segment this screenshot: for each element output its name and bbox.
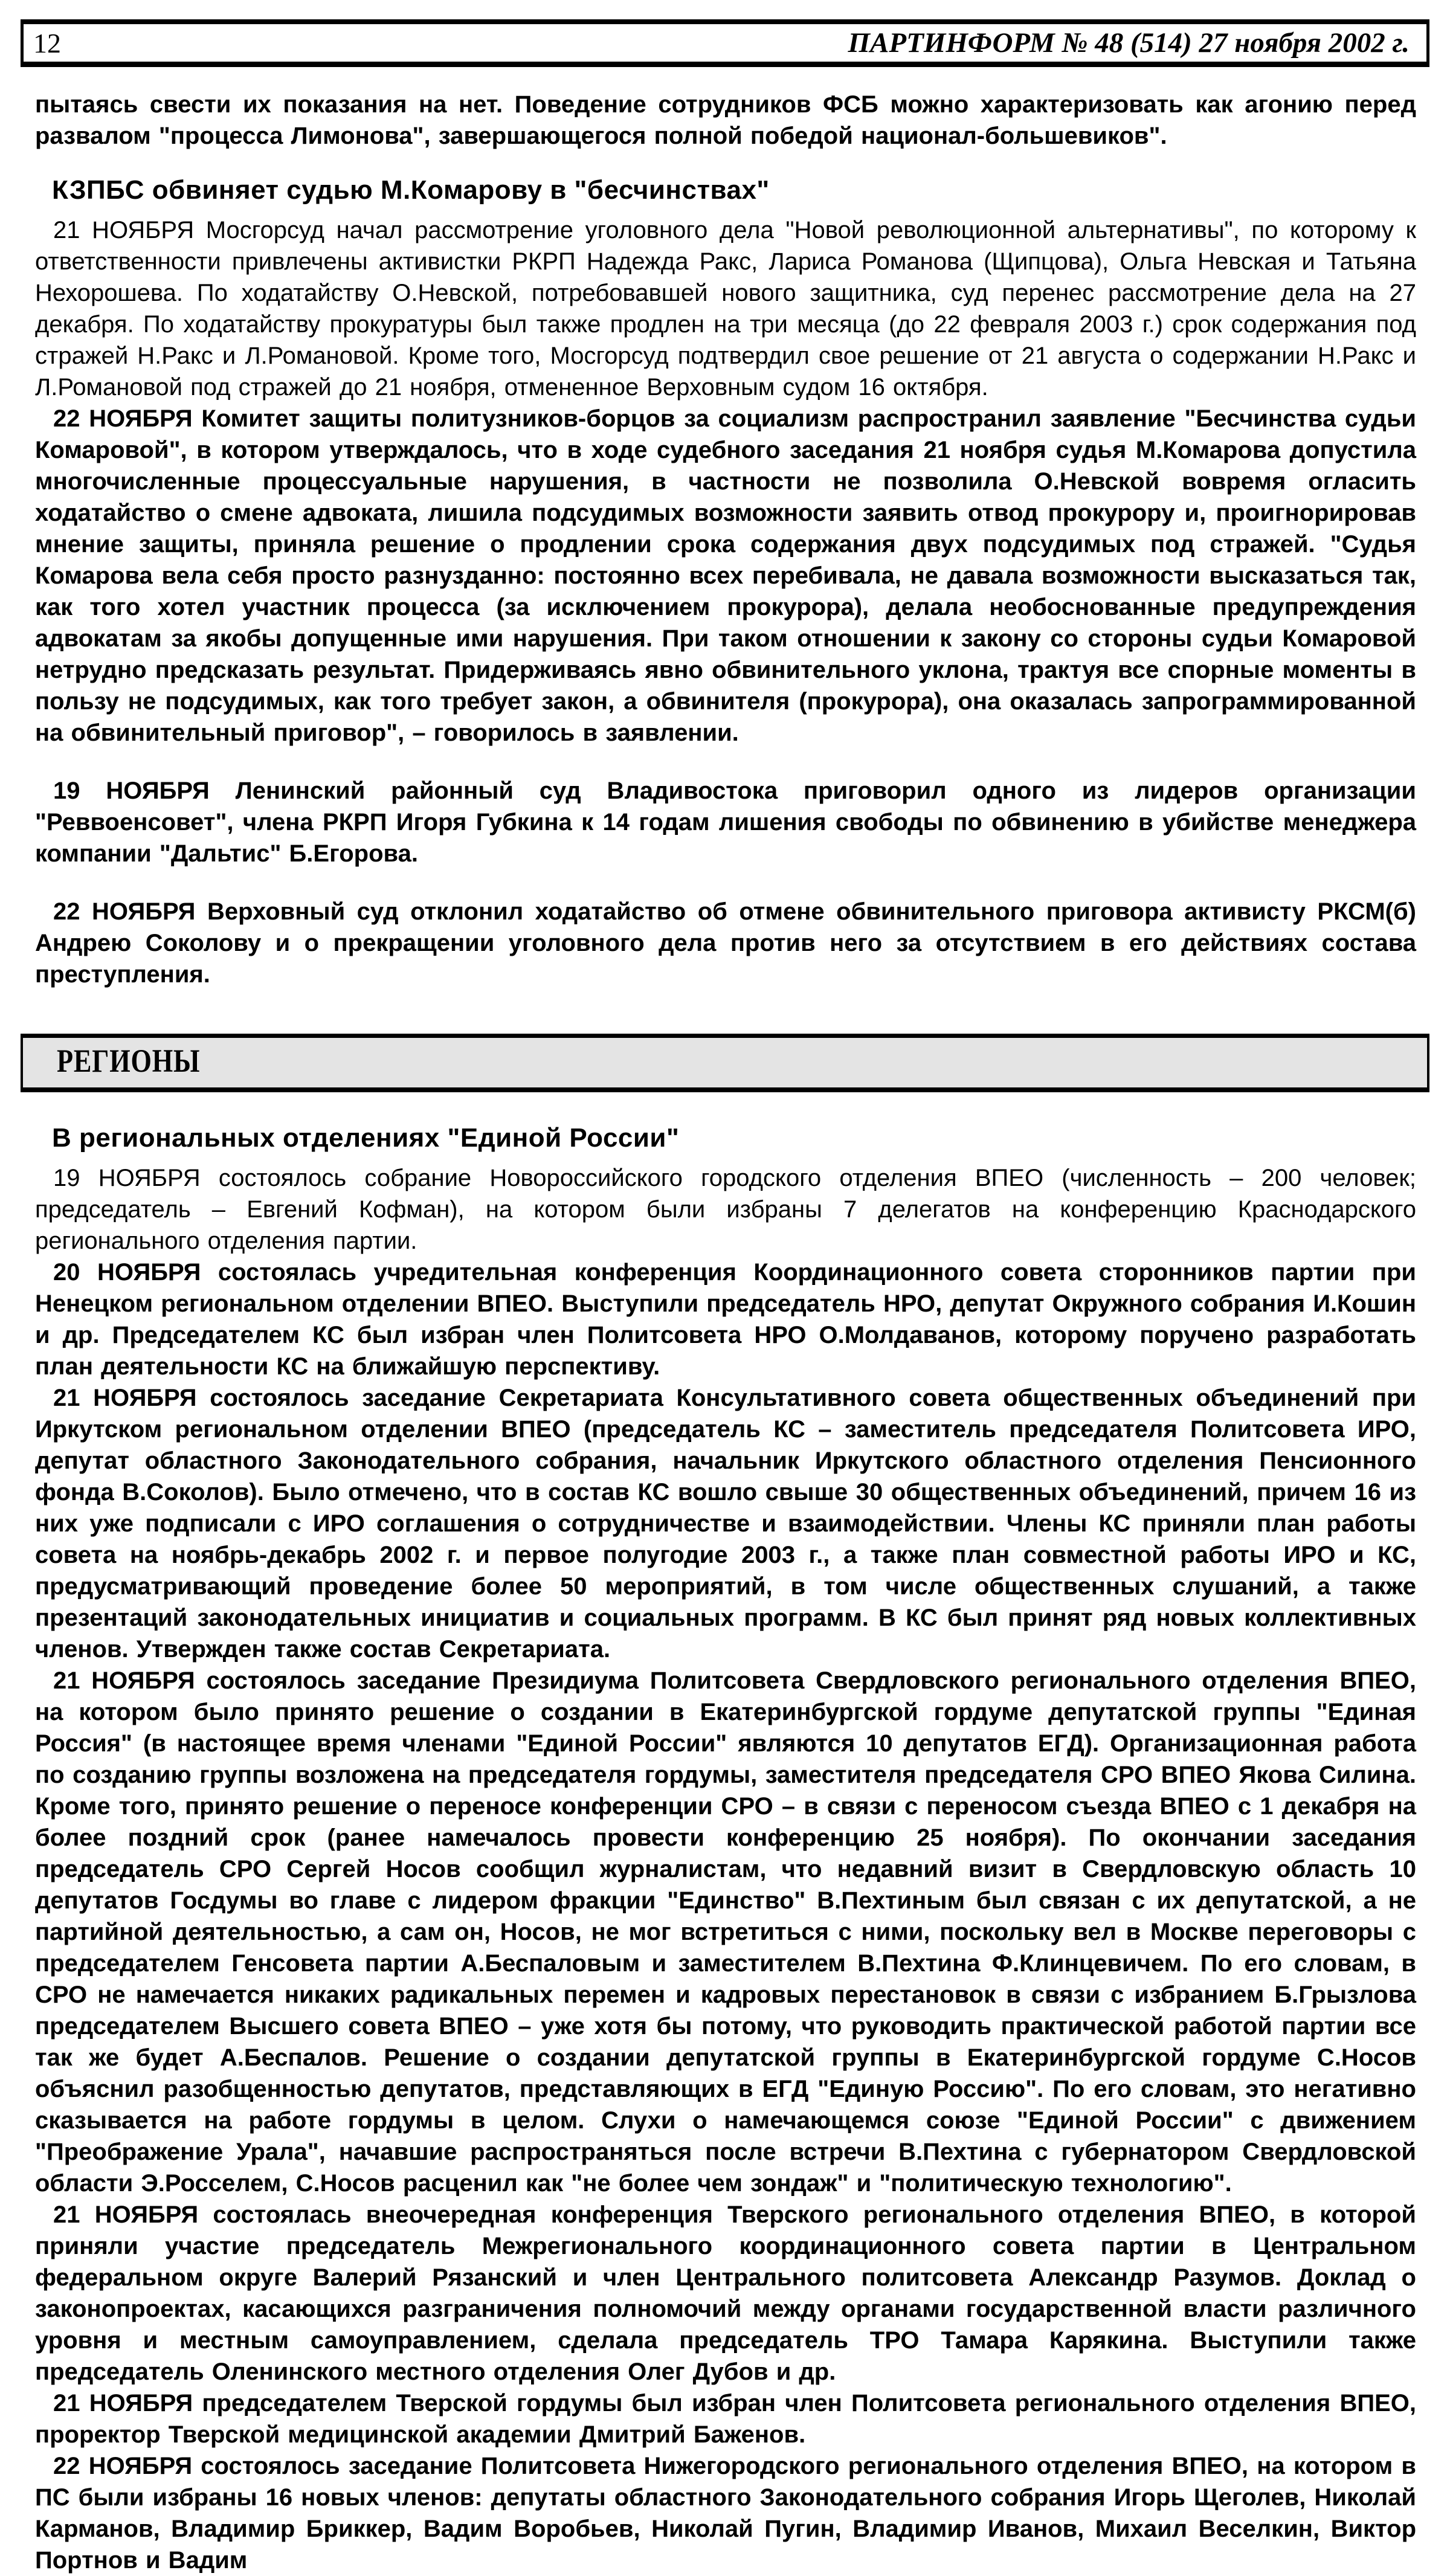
news-item-nizhny-novgorod: 22 НОЯБРЯ состоялось заседание Политсовета Нижегородского регионального отделения ВПЕО, на котором в ПС были избраны 16 новых членов: депутаты областного Законодательного собрания Игорь Щеголев, Николай Карманов, Владимир Бриккер, Вадим Воробьев, Николай Пугин, Владимир Иванов, Михаил Веселкин, Виктор Портнов и Вадим bbox=[35, 2453, 1416, 2574]
news-item-irkutsk: 21 НОЯБРЯ состоялось заседание Секретариата Консультативного совета общественных объединений при Иркутском региональном отделении ВПЕО (председатель КС – заместитель председателя Политсовета ИРО, депутат областного Законодательного собрания, начальник Иркутского областного отделения Пенсионного фонда В.Соколов). Было отмечено, что в состав КС вошло свыше 30 общественных объединений, причем 16 из них уже подписали с ИРО соглашения о сотрудничестве и взаимодействии. Члены КС приняли план работы совета на ноябрь-декабрь 2002 г. и первое полугодие 2003 г., а также план совместной работы ИРО и КС, предусматривающий проведение более 50 мероприятий, в том числе общественных слушаний, а также презентаций законодательных инициатив и социальных программ. В КС был принят ряд новых коллективных членов. Утвержден также состав Секретариата. bbox=[35, 1385, 1416, 1663]
page-number: 12 bbox=[33, 27, 61, 59]
news-item-mosgorsud: 21 НОЯБРЯ Мосгорсуд начал рассмотрение уголовного дела "Новой революционной альтернативы", по которому к ответственности привлечены активистки РКРП Надежда Ракс, Лариса Романова (Щипцова), Ольга Невская и Татьяна Нехорошева. По ходатайству О.Невской, потребовавшей нового защитника, суд перенес рассмотрение дела на 27 декабря. По ходатайству прокуратуры был также продлен на три месяца (до 22 февраля 2003 г.) срок содержания под стражей Н.Ракс и Л.Романовой. Кроме того, Мосгорсуд подтвердил свое решение от 21 августа о содержании Н.Ракс и Л.Романовой под стражей до 21 ноября, отмененное Верховным судом 16 октября. bbox=[35, 217, 1416, 401]
page-header bbox=[21, 19, 1429, 67]
masthead-title: ПАРТИНФОРМ № 48 (514) 27 ноября 2002 г. bbox=[848, 27, 1410, 59]
news-item-tver-konferencia: 21 НОЯБРЯ состоялась внеочередная конференция Тверского регионального отделения ВПЕО, в которой приняли участие председатель Межрегионального координационного совета партии в Центральном федеральном округе Валерий Рязанский и член Центрального политсовета Александр Разумов. Доклад о законопроектах, касающихся разграничения полномочий между органами государственной власти различного уровня и местным самоуправлением, сделала председатель ТРО Тамара Карякина. Выступили также председатель Оленинского местного отделения Олег Дубов и др. bbox=[35, 2201, 1416, 2385]
newsletter-page bbox=[0, 19, 1450, 2574]
section-regions-title: РЕГИОНЫ bbox=[57, 1043, 201, 1079]
news-item-sverdlovsk: 21 НОЯБРЯ состоялось заседание Президиума Политсовета Свердловского регионального отделения ВПЕО, на котором было принято решение о создании в Екатеринбургской гордуме депутатской группы "Единая Россия" (в настоящее время членами "Единой России" являются 10 депутатов ЕГД). Организационная работа по созданию группы возложена на председателя гордумы, заместителя председателя СРО ВПЕО Якова Силина. Кроме того, принято решение о переносе конференции СРО – в связи с переносом съезда ВПЕО с 1 декабря на более поздний срок (ранее намечалось провести конференцию 25 ноября). По окончании заседания председатель СРО Сергей Носов сообщил журналистам, что недавний визит в Свердловскую область 10 депутатов Госдумы во главе с лидером фракции "Единство" В.Пехтиным был связан с их депутатской, а не партийной деятельностью, а сам он, Носов, не мог встретиться с ними, поскольку вел в Москве переговоры с председателем Генсовета партии А.Беспаловым и заместителем В.Пехтина Ф.Клинцевичем. По его словам, в СРО не намечается никаких радикальных перемен и кадровых перестановок в связи с избранием Б.Грызлова председателем Высшего совета ВПЕО – уже хотя бы потому, что руководить практической работой партии все так же будет А.Беспалов. Решение о создании депутатской группы в Екатеринбургской гордуме С.Носов объяснил разобщенностью депутатов, представляющих в ЕГД "Единую Россию". По его словам, это негативно сказывается на работе гордумы в целом. Слухи о намечающемся союзе "Единой России" с движением "Преображение Урала", начавшие распространяться после встречи В.Пехтина с губернатором Свердловской области Э.Росселем, С.Носов расценил как "не более чем зондаж" и "политическую технологию". bbox=[35, 1667, 1416, 2197]
news-item-verhovny-sud: 22 НОЯБРЯ Верховный суд отклонил ходатайство об отмене обвинительного приговора активисту РКСМ(б) Андрею Соколову и о прекращении уголовного дела против него за отсутствием в его действиях состава преступления. bbox=[35, 898, 1416, 988]
news-item-novorossiysk: 19 НОЯБРЯ состоялось собрание Новороссийского городского отделения ВПЕО (численность – 200 человек; председатель – Евгений Кофман), на котором были избраны 7 делегатов на конференцию Краснодарского регионального отделения партии. bbox=[35, 1165, 1416, 1254]
news-item-vladivostok-sud: 19 НОЯБРЯ Ленинский районный суд Владивостока приговорил одного из лидеров организации "Реввоенсовет", члена РКРП Игоря Губкина к 14 годам лишения свободы по обвинению в убийстве менеджера компании "Дальтис" Б.Егорова. bbox=[35, 778, 1416, 867]
article-heading-edinaya-rossiya: В региональных отделениях "Единой России" bbox=[52, 1123, 680, 1153]
article-heading-kzpbs: КЗПБС обвиняет судью М.Комарову в "бесчинствах" bbox=[52, 175, 770, 205]
section-regions-bar bbox=[21, 1034, 1429, 1092]
lead-continuation-paragraph: пытаясь свести их показания на нет. Поведение сотрудников ФСБ можно характеризовать как агонию перед развалом "процесса Лимонова", завершающегося полной победой национал-большевиков". bbox=[35, 91, 1416, 149]
section-courts bbox=[0, 89, 1450, 990]
news-item-nenetsky: 20 НОЯБРЯ состоялась учредительная конференция Координационного совета сторонников партии при Ненецком региональном отделении ВПЕО. Выступили председатель НРО, депутат Окружного собрания И.Кошин и др. Председателем КС был избран член Политсовета НРО О.Молдаванов, которому поручено разработать план деятельности КС на ближайшую перспективу. bbox=[35, 1259, 1416, 1380]
section-regions bbox=[0, 1121, 1450, 2576]
news-item-komitet-zayavlenie: 22 НОЯБРЯ Комитет защиты политузников-борцов за социализм распространил заявление "Бесчинства судьи Комаровой", в котором утверждалось, что в ходе судебного заседания 21 ноября судья М.Комарова допустила многочисленные процессуальные нарушения, в частности не позволила О.Невской вовремя огласить ходатайство о смене адвоката, лишила подсудимых возможности заявить отвод прокурору и, проигнорировав мнение защиты, приняла решение о продлении срока содержания двух подсудимых под стражей. "Судья Комарова вела себя просто разнузданно: постоянно всех перебивала, не давала возможности высказаться так, как того хотел участник процесса (за исключением прокурора), делала необоснованные предупреждения адвокатам за якобы допущенные ими нарушения. При таком отношении к закону со стороны судьи Комаровой нетрудно предсказать результат. Придерживаясь явно обвинительного уклона, трактуя все спорные моменты в пользу не подсудимых, как того требует закон, а обвинителя (прокурора), она оказалась запрограммированной на обвинительный приговор", – говорилось в заявлении. bbox=[35, 405, 1416, 746]
news-item-tver-gorduma: 21 НОЯБРЯ председателем Тверской гордумы был избран член Политсовета регионального отделения ВПЕО, проректор Тверской медицинской академии Дмитрий Баженов. bbox=[35, 2390, 1416, 2448]
